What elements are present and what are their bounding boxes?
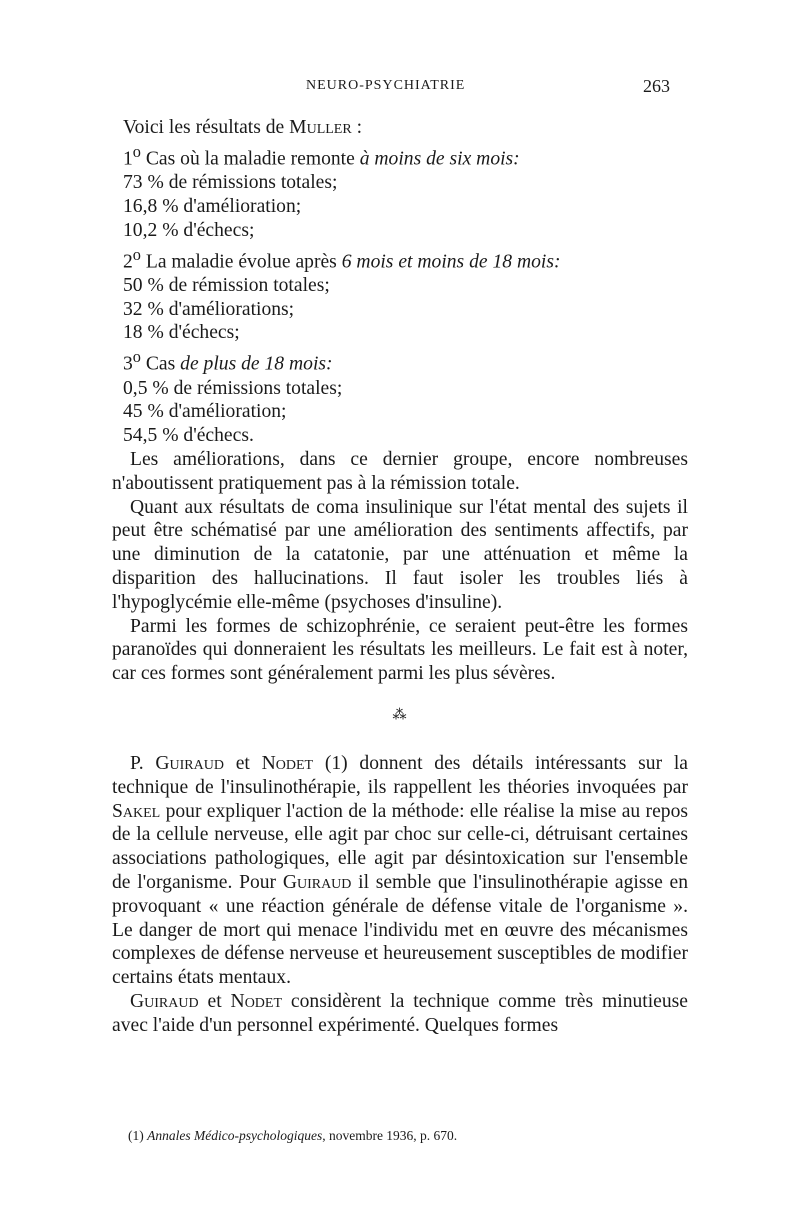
page-body xyxy=(112,116,688,1037)
result-line: 18 % d'échecs; xyxy=(123,322,240,344)
paragraph-technique: Guiraud et Nodet considèrent la technique comme très minutieuse avec l'aide d'un personnel expérimenté. Quelques formes xyxy=(112,990,688,1036)
author-guiraud: Guiraud xyxy=(282,871,352,893)
result-line: 16,8 % d'amélioration; xyxy=(123,195,302,217)
footnote-ref: (1) xyxy=(313,752,360,774)
results-intro: Voici les résultats de Muller : xyxy=(123,117,363,138)
asterism-separator: ⁂ xyxy=(392,707,408,723)
case-heading-1: 1$^o$ Cas où la maladie remonte à moins de six mois: xyxy=(123,141,520,170)
author-nodet: Nodet xyxy=(261,752,314,774)
author-sakel: Sakel xyxy=(112,800,161,822)
running-title: NEURO-PSYCHIATRIE xyxy=(306,78,466,93)
page-number: 263 xyxy=(643,76,670,96)
footnote: (1) Annales Médico-psychologiques, novembre 1936, p. 670. xyxy=(128,1128,458,1143)
result-line: 50 % de rémission totales; xyxy=(123,274,330,296)
result-line: 10,2 % d'échecs; xyxy=(123,219,255,241)
result-line: 32 % d'améliorations; xyxy=(123,298,295,320)
results-list xyxy=(112,116,688,448)
paragraph-ameliorations: Les améliorations, dans ce dernier groupe, encore nombreuses n'aboutissent pratiquement pas à la rémission totale. xyxy=(112,448,688,494)
paragraph-schizophrenia: Parmi les formes de schizophrénie, ce seraient peut-être les formes paranoïdes qui donneraient les résultats les meilleurs. Le fait est à noter, car ces formes sont généralement parmi les plus sévères. xyxy=(112,615,688,685)
author-nodet: Nodet xyxy=(230,990,283,1012)
result-line: 73 % de rémissions totales; xyxy=(123,172,338,194)
author-guiraud: Guiraud xyxy=(130,990,199,1012)
paragraph-guiraud-nodet: P. Guiraud et Nodet (1) donnent des détails intéressants sur la technique de l'insulinothérapie, ils rappellent les théories invoquées par Sakel pour expliquer l'action de la méthode: elle réalise la mise au repos de la cellule nerveuse, elle agit par choc sur celle-ci, détruisant certaines associations pathologiques, elle agit par désintoxication sur l'ensemble de l'organisme. Pour Guiraud il semble que l'insulinothérapie agisse en provoquant « une réaction générale de défense vitale de l'organisme ». Le danger de mort qui menace l'individu met en œuvre des mécanismes complexes de défense nerveuse et heureusement susceptibles de modifier certains états mentaux. xyxy=(112,752,688,989)
paragraph-coma-results: Quant aux résultats de coma insulinique sur l'état mental des sujets il peut être schématisé par une amélioration des sentiments affectifs, par une diminution de la catatonie, par une atténuation et même la disparition des hallucinations. Il faut isoler les troubles liés à l'hypoglycémie elle-même (psychoses d'insuline). xyxy=(112,496,688,613)
case-heading-3: 3$^o$ Cas de plus de 18 mois: xyxy=(123,347,333,375)
result-line: 45 % d'amélioration; xyxy=(123,401,287,423)
result-line: 0,5 % de rémissions totales; xyxy=(123,377,343,399)
case-heading-2: 2$^o$ La maladie évolue après 6 mois et moins de 18 mois: xyxy=(123,244,561,273)
author-muller: Muller xyxy=(289,117,352,138)
result-line: 54,5 % d'échecs. xyxy=(123,425,254,447)
author-guiraud: Guiraud xyxy=(155,752,224,774)
footnote-journal: Annales Médico-psychologiques xyxy=(147,1128,323,1143)
running-head xyxy=(0,76,800,100)
